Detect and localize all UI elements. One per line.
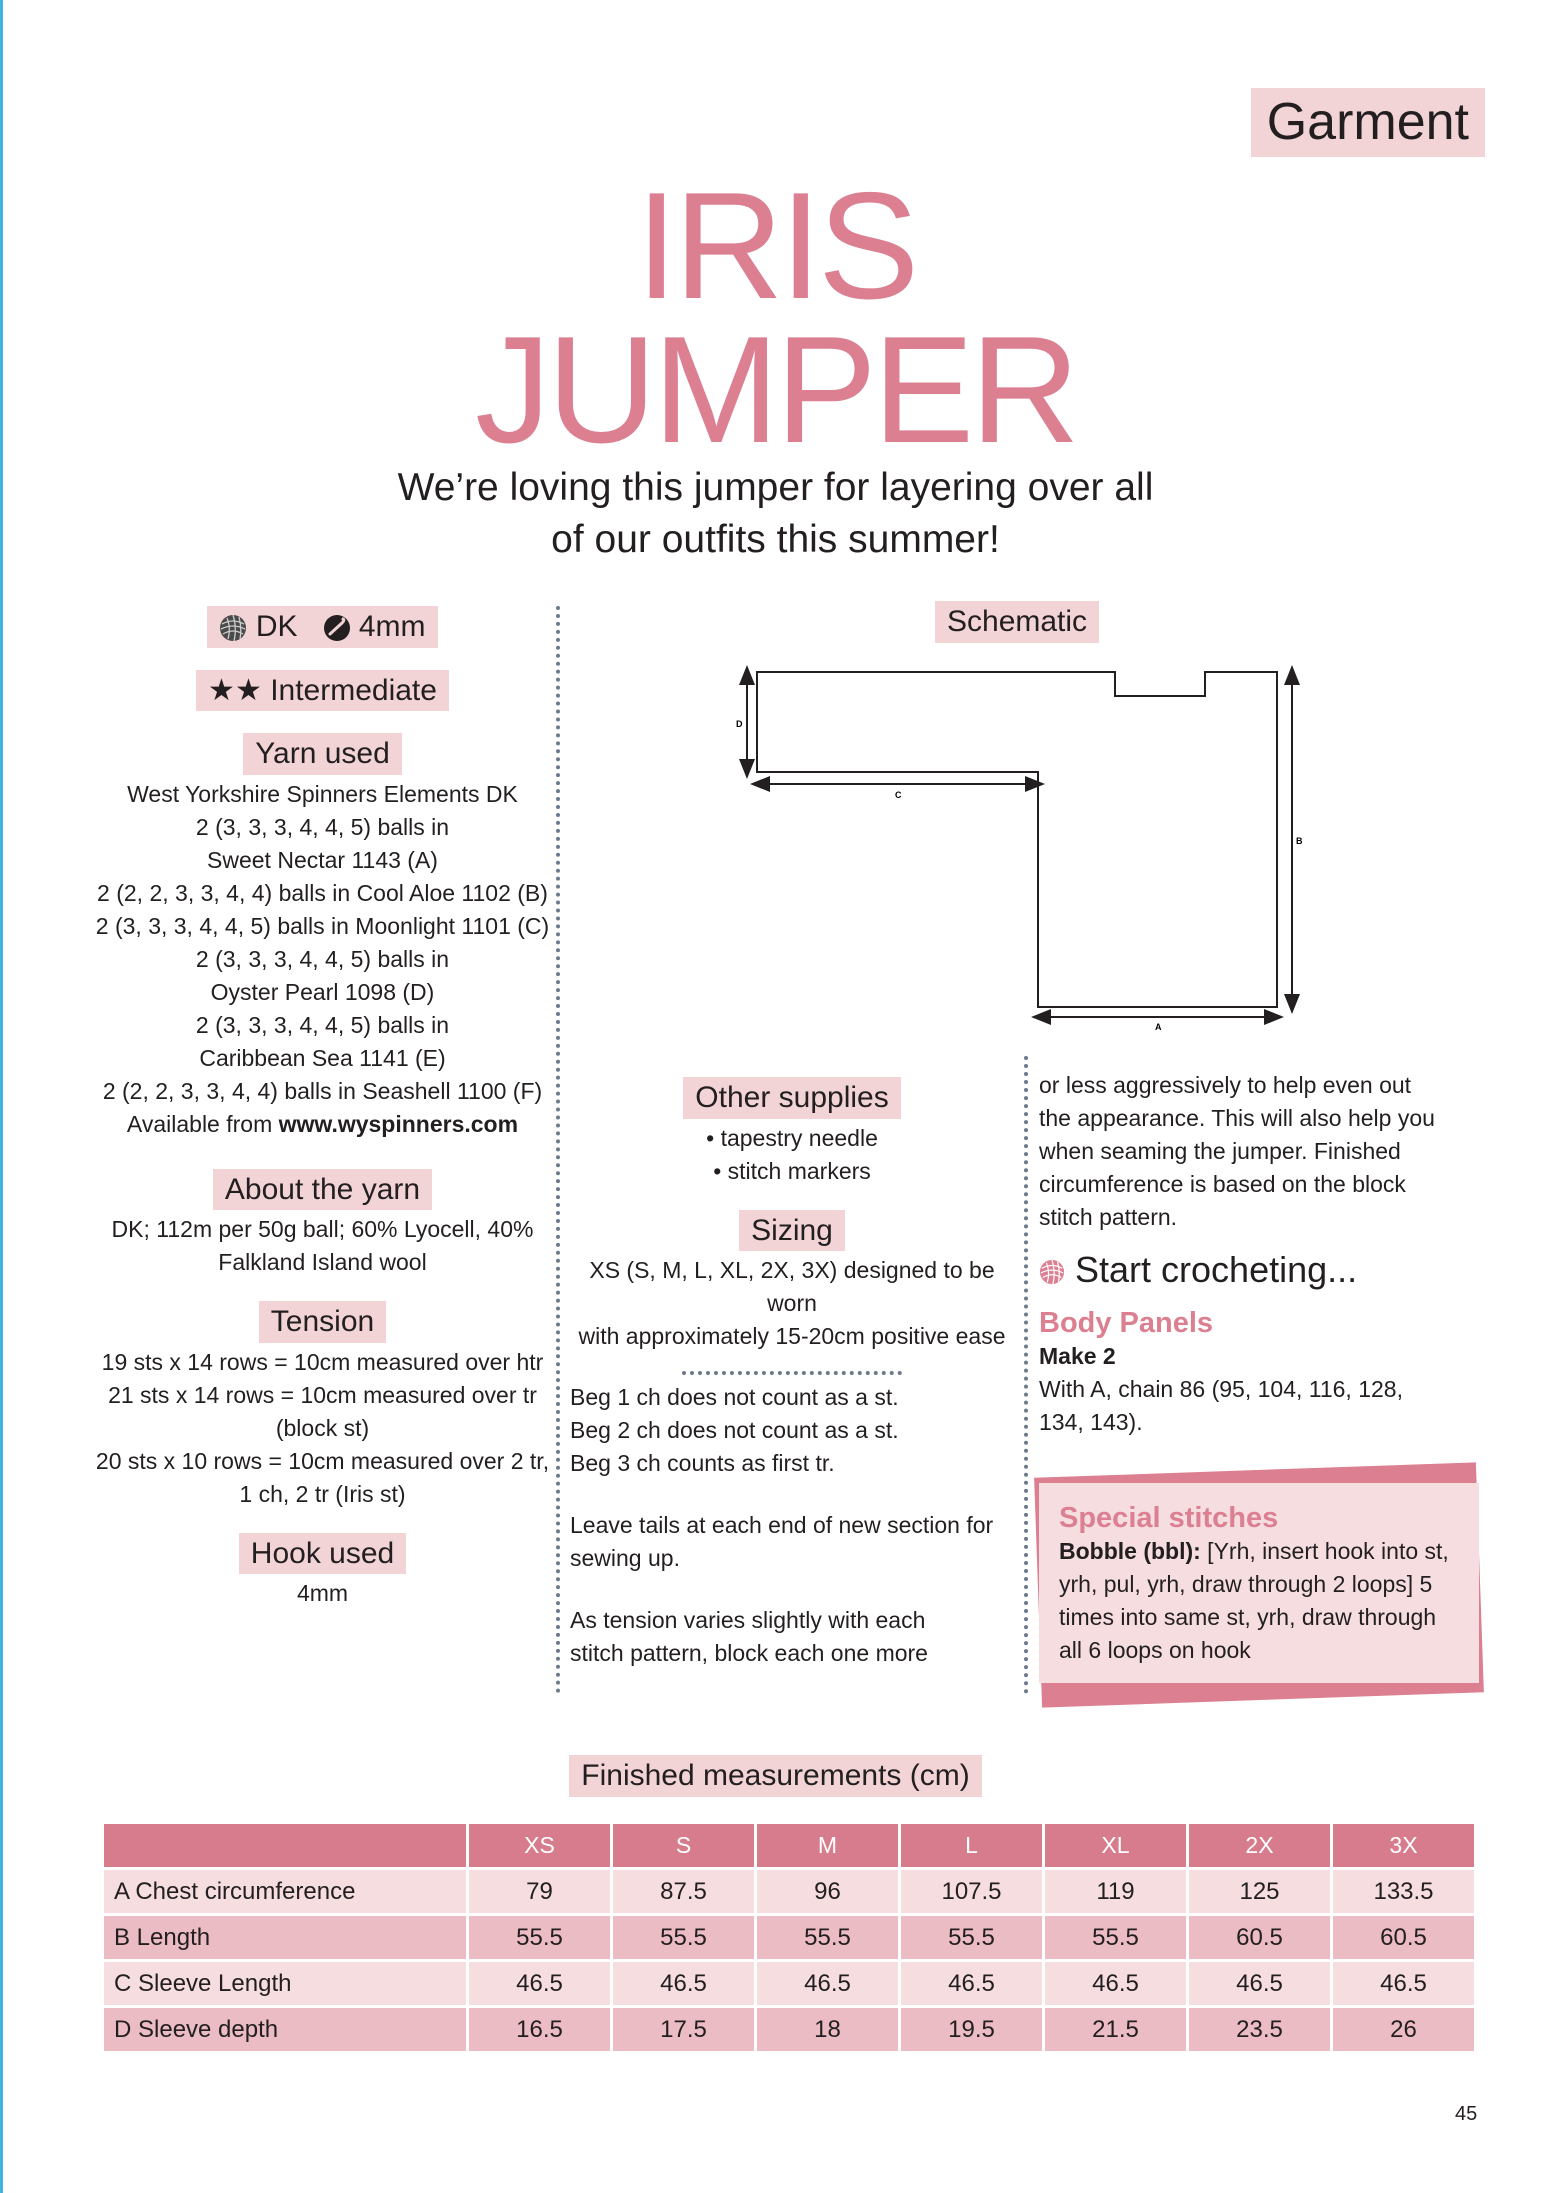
table-header-blank — [104, 1824, 466, 1867]
table-cell: 55.5 — [613, 1916, 754, 1959]
row-label: C Sleeve Length — [104, 1962, 466, 2005]
measurements-table — [101, 1821, 1477, 2054]
continued-line: or less aggressively to help even out — [1039, 1072, 1412, 1098]
table-cell: 46.5 — [613, 1962, 754, 2005]
special-stitch-line — [1059, 1535, 1459, 1568]
measurements-table-wrap — [101, 1821, 1477, 2054]
table-header-cell: 3X — [1333, 1824, 1474, 1867]
special-stitch-term: Bobble (bbl): — [1059, 1538, 1201, 1564]
availability-line — [90, 1108, 555, 1141]
table-header-cell: 2X — [1189, 1824, 1330, 1867]
note-line: Beg 2 ch does not count as a st. — [570, 1417, 899, 1443]
row-label: B Length — [104, 1916, 466, 1959]
tension-line: 20 sts x 10 rows = 10cm measured over 2 tr, — [95, 1447, 550, 1474]
dimension-c-label: C — [895, 790, 902, 800]
yarn-ball-icon — [1039, 1259, 1065, 1285]
table-cell: 55.5 — [469, 1916, 610, 1959]
note-line: Beg 3 ch counts as first tr. — [570, 1450, 835, 1476]
special-stitches-box — [1039, 1483, 1479, 1683]
table-cell: 133.5 — [1333, 1870, 1474, 1913]
sizing-heading: Sizing — [739, 1210, 845, 1252]
supplier-link[interactable]: www.wyspinners.com — [278, 1110, 519, 1137]
right-column — [1039, 1069, 1479, 1439]
about-yarn-heading: About the yarn — [213, 1169, 432, 1211]
yarn-line: Sweet Nectar 1143 (A) — [207, 846, 438, 873]
dimension-b-label: B — [1296, 836, 1303, 846]
table-cell: 46.5 — [1045, 1962, 1186, 2005]
section-tag-label: Garment — [1251, 88, 1485, 157]
special-stitch-line: all 6 loops on hook — [1059, 1637, 1251, 1663]
table-cell: 26 — [1333, 2008, 1474, 2051]
column-divider — [1024, 1056, 1028, 1694]
table-cell: 46.5 — [469, 1962, 610, 2005]
subtitle-line: of our outfits this summer! — [551, 518, 1000, 561]
table-cell: 17.5 — [613, 2008, 754, 2051]
table-row — [104, 1870, 1474, 1913]
special-stitch-line: yrh, pul, yrh, draw through 2 loops] 5 — [1059, 1571, 1433, 1597]
availability-prefix: Available from — [126, 1110, 279, 1137]
yarn-line: 2 (3, 3, 3, 4, 4, 5) balls in Moonlight 1101 (C) — [95, 912, 550, 939]
garment-outline — [757, 672, 1277, 1007]
body-panels-line: 134, 143). — [1039, 1409, 1143, 1435]
table-cell: 23.5 — [1189, 2008, 1330, 2051]
section-divider — [682, 1371, 902, 1375]
continued-line: circumference is based on the block — [1039, 1171, 1406, 1197]
yarn-line: 2 (2, 2, 3, 3, 4, 4) balls in Seashell 1100 (F) — [102, 1077, 543, 1104]
table-header-cell: XL — [1045, 1824, 1186, 1867]
start-heading-label: Start crocheting... — [1075, 1249, 1358, 1290]
supply-item: • tapestry needle — [706, 1124, 878, 1151]
measurements-heading — [0, 1755, 1551, 1797]
yarn-weight-label: DK — [255, 610, 298, 643]
body-panels-heading: Body Panels — [1039, 1307, 1214, 1339]
about-yarn-line: DK; 112m per 50g ball; 60% Lyocell, 40% — [111, 1216, 534, 1242]
subtitle-line: We’re loving this jumper for layering over all — [397, 466, 1154, 509]
table-cell: 18 — [757, 2008, 898, 2051]
row-label: D Sleeve depth — [104, 2008, 466, 2051]
yarn-line: 2 (2, 2, 3, 3, 4, 4) balls in Cool Aloe 1102 (B) — [97, 879, 548, 906]
page-number: 45 — [1455, 2103, 1478, 2125]
title-line-2: JUMPER — [475, 305, 1076, 475]
table-cell: 60.5 — [1333, 1916, 1474, 1959]
schematic-heading-label: Schematic — [935, 601, 1099, 643]
yarn-line: 2 (3, 3, 3, 4, 4, 5) balls in — [195, 1011, 450, 1038]
about-yarn-text — [90, 1213, 555, 1279]
sizing-text — [562, 1254, 1022, 1353]
sizing-line: with approximately 15-20cm positive ease — [578, 1323, 1006, 1349]
table-header-cell: XS — [469, 1824, 610, 1867]
table-header-cell: S — [613, 1824, 754, 1867]
table-row — [104, 1916, 1474, 1959]
yarn-line: Caribbean Sea 1141 (E) — [199, 1044, 446, 1071]
table-cell: 46.5 — [1333, 1962, 1474, 2005]
column-divider — [556, 606, 560, 1694]
sizing-line: XS (S, M, L, XL, 2X, 3X) designed to be worn — [589, 1257, 995, 1316]
note-line: Leave tails at each end of new section for — [570, 1512, 994, 1538]
difficulty-label: Intermediate — [270, 673, 437, 707]
table-header-row — [104, 1824, 1474, 1867]
hook-used-value: 4mm — [296, 1580, 349, 1606]
yarn-used-list — [90, 778, 555, 1141]
section-tag — [1251, 88, 1485, 157]
title-line-1: IRIS — [635, 161, 916, 331]
row-label: A Chest circumference — [104, 1870, 466, 1913]
continued-line: stitch pattern. — [1039, 1204, 1178, 1230]
table-cell: 60.5 — [1189, 1916, 1330, 1959]
table-header-cell: M — [757, 1824, 898, 1867]
table-cell: 46.5 — [1189, 1962, 1330, 2005]
other-supplies-heading: Other supplies — [683, 1077, 900, 1119]
yarn-weight-tag — [207, 606, 437, 648]
note-line: stitch pattern, block each one more — [570, 1640, 928, 1666]
note-line: Beg 1 ch does not count as a st. — [570, 1384, 899, 1410]
table-cell: 107.5 — [901, 1870, 1042, 1913]
middle-column — [562, 1077, 1022, 1375]
yarn-line: Oyster Pearl 1098 (D) — [210, 978, 435, 1005]
difficulty-stars-icon: ★★ — [208, 673, 262, 707]
table-row — [104, 2008, 1474, 2051]
about-yarn-line: Falkland Island wool — [218, 1249, 427, 1275]
difficulty-tag — [196, 670, 449, 712]
yarn-line: 2 (3, 3, 3, 4, 4, 5) balls in — [195, 945, 450, 972]
subtitle — [0, 462, 1551, 566]
schematic-heading — [935, 601, 1099, 643]
table-cell: 19.5 — [901, 2008, 1042, 2051]
table-cell: 55.5 — [1045, 1916, 1186, 1959]
yarn-line: 2 (3, 3, 3, 4, 4, 5) balls in — [195, 813, 450, 840]
tension-text — [90, 1346, 555, 1511]
tension-line: (block st) — [275, 1414, 370, 1441]
tension-heading: Tension — [259, 1301, 386, 1343]
table-cell: 79 — [469, 1870, 610, 1913]
table-cell: 46.5 — [901, 1962, 1042, 2005]
yarn-used-heading: Yarn used — [243, 733, 402, 775]
tension-line: 1 ch, 2 tr (Iris st) — [239, 1480, 406, 1507]
stitch-notes — [570, 1381, 1020, 1670]
note-line: sewing up. — [570, 1545, 680, 1571]
special-stitch-text: [Yrh, insert hook into st, — [1200, 1538, 1449, 1564]
start-heading — [1039, 1248, 1479, 1292]
table-cell: 16.5 — [469, 2008, 610, 2051]
table-header-cell: L — [901, 1824, 1042, 1867]
table-cell: 55.5 — [757, 1916, 898, 1959]
table-cell: 55.5 — [901, 1916, 1042, 1959]
measurements-heading-label: Finished measurements (cm) — [569, 1755, 981, 1797]
special-stitch-line: times into same st, yrh, draw through — [1059, 1604, 1437, 1630]
make-label: Make 2 — [1039, 1343, 1116, 1369]
tension-line: 19 sts x 14 rows = 10cm measured over htr — [101, 1348, 544, 1375]
special-stitches-heading: Special stitches — [1059, 1502, 1279, 1534]
other-supplies-list — [562, 1122, 1022, 1188]
continued-line: when seaming the jumper. Finished — [1039, 1138, 1401, 1164]
hook-used-heading: Hook used — [239, 1533, 406, 1575]
table-cell: 119 — [1045, 1870, 1186, 1913]
schematic-diagram — [700, 660, 1340, 1040]
hook-icon — [323, 614, 351, 642]
dimension-a-label: A — [1155, 1022, 1162, 1032]
body-panels-line: With A, chain 86 (95, 104, 116, 128, — [1039, 1376, 1403, 1402]
table-row — [104, 1962, 1474, 2005]
table-cell: 87.5 — [613, 1870, 754, 1913]
table-cell: 46.5 — [757, 1962, 898, 2005]
continued-line: the appearance. This will also help you — [1039, 1105, 1435, 1131]
yarn-ball-icon — [219, 614, 247, 642]
tension-line: 21 sts x 14 rows = 10cm measured over tr — [108, 1381, 537, 1408]
supply-item: • stitch markers — [713, 1157, 871, 1184]
table-cell: 125 — [1189, 1870, 1330, 1913]
table-cell: 21.5 — [1045, 2008, 1186, 2051]
dimension-d-label: D — [736, 719, 743, 729]
note-line: As tension varies slightly with each — [570, 1607, 926, 1633]
left-column — [90, 606, 555, 1610]
table-cell: 96 — [757, 1870, 898, 1913]
hook-size-label: 4mm — [358, 610, 426, 643]
yarn-line: West Yorkshire Spinners Elements DK — [127, 780, 518, 807]
